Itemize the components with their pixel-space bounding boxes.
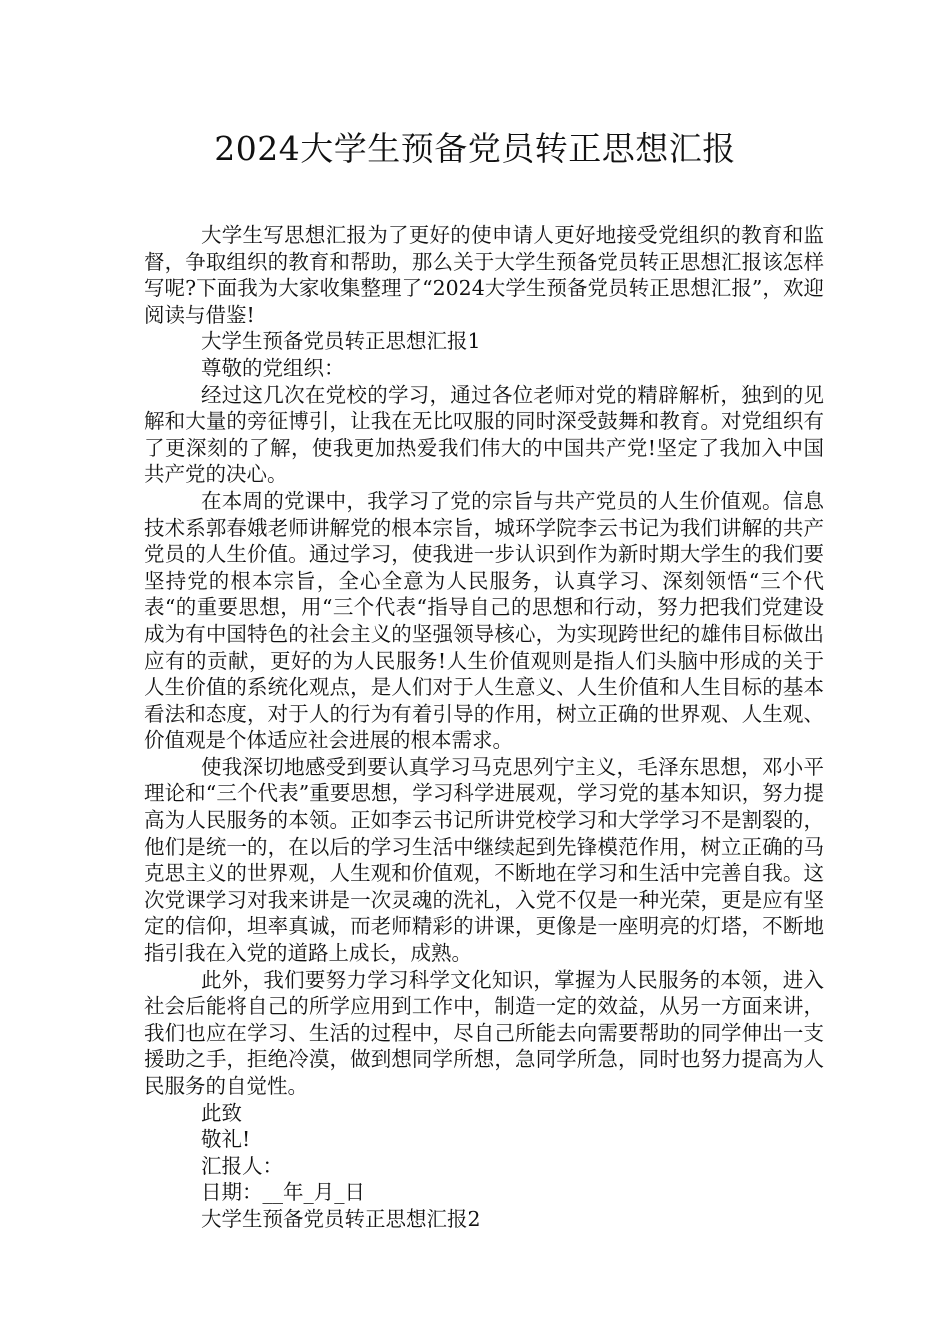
body-paragraph-2: 在本周的党课中，我学习了党的宗旨与共产党员的人生价值观。信息技术系郭春娥老师讲解党的根本宗旨，城环学院李云书记为我们讲解的共产党员的人生价值。通过学习，使我进一步认识到作为新时期大学生的我们要坚持党的根本宗旨，全心全意为人民服务，认真学习、深刻领悟“三个代表“的重要思想，用“三个代表“指导自己的思想和行动，努力把我们党建设成为有中国特色的社会主义的坚强领导核心，为实现跨世纪的雄伟目标做出应有的贡献，更好的为人民服务!人生价值观则是指人们头脑中形成的关于人生价值的系统化观点，是人们对于人生意义、人生价值和人生目标的基本看法和态度，对于人的行为有着引导的作用，树立正确的世界观、人生观、价值观是个体适应社会进展的根本需求。	[144, 488, 824, 753]
body-paragraph-3: 使我深切地感受到要认真学习马克思列宁主义，毛泽东思想，邓小平理论和“三个代表”重要思想，学习科学进展观，学习党的基本知识，努力提高为人民服务的本领。正如李云书记所讲党校学习和大学学习不是割裂的，他们是统一的，在以后的学习生活中继续起到先锋模范作用，树立正确的马克思主义的世界观，人生观和价值观，不断地在学习和生活中完善自我。这次党课学习对我来讲是一次灵魂的洗礼，入党不仅是一种光荣，更是应有坚定的信仰，坦率真诚，而老师精彩的讲课，更像是一座明亮的灯塔，不断地指引我在入党的道路上成长，成熟。	[144, 754, 824, 966]
closing-line-1: 此致	[201, 1100, 242, 1125]
document-body	[144, 222, 824, 1233]
date-line: 日期：__年_月_日	[201, 1180, 365, 1205]
section-heading-1: 大学生预备党员转正思想汇报1	[201, 329, 481, 354]
body-paragraph-1: 经过这几次在党校的学习，通过各位老师对党的精辟解析，独到的见解和大量的旁征博引，让我在无比叹服的同时深受鼓舞和教育。对党组织有了更深刻的了解，使我更加热爱我们伟大的中国共产党!坚定了我加入中国共产党的决心。	[144, 382, 824, 487]
intro-paragraph: 大学生写思想汇报为了更好的使申请人更好地接受党组织的教育和监督，争取组织的教育和帮助，那么关于大学生预备党员转正思想汇报该怎样写呢?下面我为大家收集整理了“2024大学生预备党员转正思想汇报”，欢迎阅读与借鉴!	[144, 223, 824, 327]
document-title: 2024大学生预备党员转正思想汇报	[214, 129, 736, 168]
reporter-line: 汇报人：	[201, 1153, 283, 1178]
section-heading-2: 大学生预备党员转正思想汇报2	[201, 1206, 481, 1231]
body-paragraph-4: 此外，我们要努力学习科学文化知识，掌握为人民服务的本领，进入社会后能将自己的所学应用到工作中，制造一定的效益，从另一方面来讲，我们也应在学习、生活的过程中，尽自己所能去向需要帮助的同学伸出一支援助之手，拒绝冷漠，做到想同学所想，急同学所急，同时也努力提高为人民服务的自觉性。	[144, 967, 824, 1098]
closing-line-2: 敬礼!	[201, 1127, 251, 1152]
salutation: 尊敬的党组织：	[201, 355, 345, 380]
